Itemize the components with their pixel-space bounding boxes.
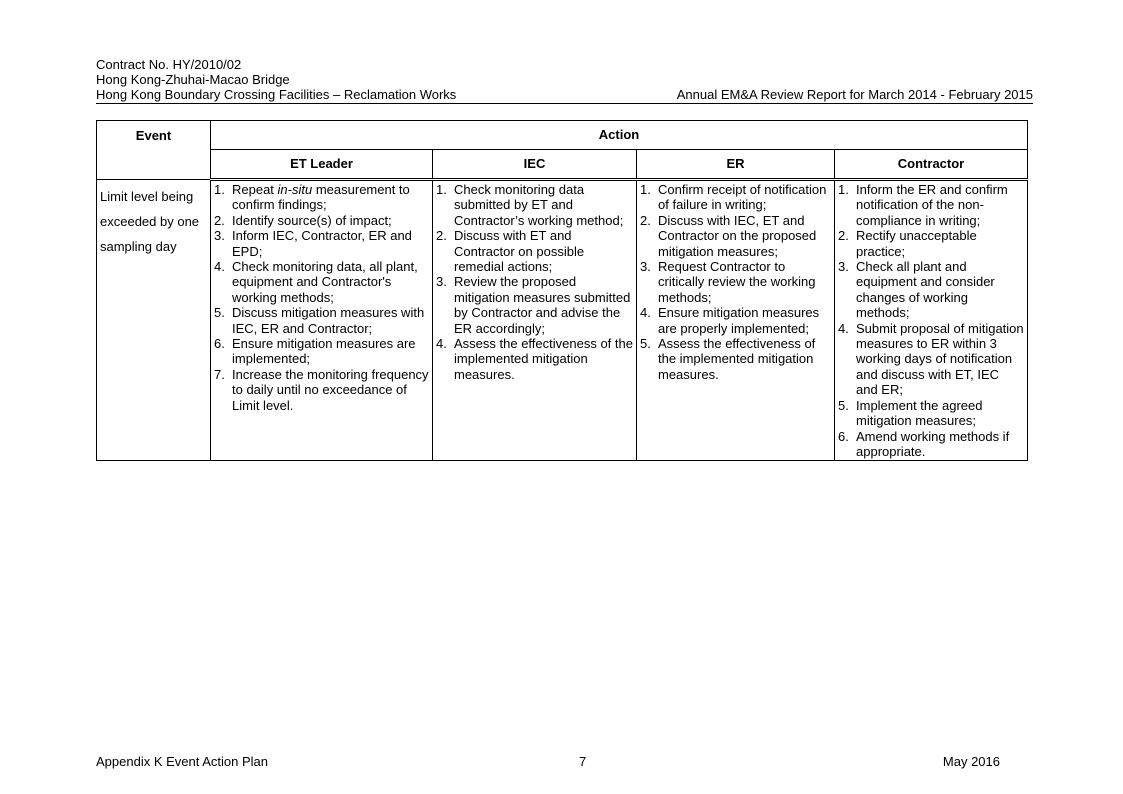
contractor-list: [835, 182, 1027, 459]
step-number: 5.: [214, 305, 225, 321]
et_leader-step: [211, 305, 432, 336]
step-number: 1.: [640, 182, 651, 197]
et_leader-step: [211, 228, 432, 259]
step-number: 2.: [214, 212, 225, 228]
et_leader-step: [211, 213, 432, 228]
step-text: Discuss with IEC, ET and Contractor on the proposed mitigation measures;: [658, 212, 817, 259]
step-text: Submit proposal of mitigation measures to ER within 3 working days of notification and discuss with ET, IEC and ER;: [856, 320, 1024, 398]
step-text: Discuss with ET and Contractor on possible remedial actions;: [454, 228, 585, 275]
er-step: [637, 336, 834, 382]
step-number: 3.: [640, 259, 651, 275]
step-number: 6.: [214, 336, 225, 352]
step-text: Ensure mitigation measures are properly implemented;: [658, 305, 820, 336]
contractor-step: [835, 429, 1027, 460]
step-number: 3.: [436, 274, 447, 290]
step-number: 3.: [214, 228, 225, 244]
et-leader-header: ET Leader: [211, 150, 433, 180]
step-text: Increase the monitoring frequency to daily until no exceedance of Limit level.: [232, 366, 429, 413]
er-step: [637, 182, 834, 213]
contract-number: Contract No. HY/2010/02: [96, 57, 242, 72]
step-text: Confirm receipt of notification of failure in writing;: [658, 182, 827, 213]
footer-date: May 2016: [942, 754, 1000, 769]
step-text: Assess the effectiveness of the implemented mitigation measures.: [658, 336, 816, 382]
iec-step: [433, 228, 636, 274]
event-description: Limit level being exceeded by one sampling day: [97, 180, 211, 461]
contractor-step: [835, 182, 1027, 228]
event-action-table: [96, 120, 1028, 461]
contractor-step: [835, 321, 1027, 398]
step-text: Discuss mitigation measures with IEC, ER and Contractor;: [232, 305, 425, 336]
et_leader-step: [211, 182, 432, 213]
step-number: 4.: [838, 320, 849, 336]
step-text: Repeat: [232, 182, 278, 197]
iec-step: [433, 274, 636, 336]
contractor-actions: [835, 180, 1028, 461]
page-number: 7: [579, 754, 587, 769]
et-leader-list: [211, 182, 432, 413]
iec-step: [433, 182, 636, 228]
step-number: 3.: [838, 259, 849, 275]
step-number: 4.: [640, 305, 651, 321]
iec-actions: [433, 180, 637, 461]
et_leader-step: [211, 259, 432, 305]
step-text: Identify source(s) of impact;: [232, 212, 392, 228]
step-number: 2.: [838, 228, 849, 244]
step-number: 4.: [214, 259, 225, 275]
step-text: Check monitoring data, all plant, equipment and Contractor's working methods;: [232, 259, 418, 305]
step-text: Amend working methods if appropriate.: [856, 428, 1010, 459]
step-number: 7.: [214, 366, 225, 382]
step-number: 5.: [838, 397, 849, 413]
step-number: 4.: [436, 336, 447, 352]
contractor-step: [835, 259, 1027, 321]
event-column-header: Event: [97, 121, 211, 180]
step-text: Rectify unacceptable practice;: [856, 228, 977, 259]
step-text: Ensure mitigation measures are implemented;: [232, 336, 416, 367]
step-number: 2.: [640, 212, 651, 228]
step-number: 2.: [436, 228, 447, 244]
iec-list: [433, 182, 636, 382]
step-text: Check all plant and equipment and consider changes of working methods;: [856, 259, 995, 321]
step-text: Inform IEC, Contractor, ER and EPD;: [232, 228, 412, 259]
step-text: Request Contractor to critically review the working methods;: [658, 259, 816, 305]
step-text: Inform the ER and confirm notification of the non-compliance in writing;: [856, 182, 1008, 228]
project-name: Hong Kong-Zhuhai-Macao Bridge: [96, 72, 290, 87]
er-step: [637, 305, 834, 336]
step-text: Assess the effectiveness of the implemented mitigation measures.: [454, 336, 633, 382]
et_leader-step: [211, 336, 432, 367]
step-text: measurement to confirm findings;: [232, 182, 410, 213]
step-number: 5.: [640, 336, 651, 352]
step-number: 1.: [838, 182, 849, 197]
er-actions: [637, 180, 835, 461]
iec-step: [433, 336, 636, 382]
et_leader-step: [211, 367, 432, 413]
iec-header: IEC: [433, 150, 637, 180]
contractor-header: Contractor: [835, 150, 1028, 180]
report-title: Annual EM&A Review Report for March 2014 - February 2015: [676, 87, 1033, 102]
step-text-italic: in-situ: [277, 182, 313, 197]
step-text: Implement the agreed mitigation measures;: [856, 397, 983, 429]
contractor-step: [835, 398, 1027, 429]
footer-appendix: Appendix K Event Action Plan: [96, 754, 269, 769]
er-step: [637, 259, 834, 305]
step-text: Review the proposed mitigation measures submitted by Contractor and advise the ER accordingly;: [454, 274, 631, 336]
page-footer: [96, 754, 1000, 769]
step-number: 6.: [838, 428, 849, 444]
et-leader-actions: [211, 180, 433, 461]
facility-name: Hong Kong Boundary Crossing Facilities – Reclamation Works: [96, 87, 457, 102]
er-step: [637, 213, 834, 259]
action-column-header: Action: [211, 121, 1028, 150]
header-rule-line: [96, 87, 1033, 104]
contractor-step: [835, 228, 1027, 259]
step-number: 1.: [214, 182, 225, 197]
page-header: [96, 57, 1033, 104]
step-number: 1.: [436, 182, 447, 197]
step-text: Check monitoring data submitted by ET and Contractor’s working method;: [454, 182, 624, 228]
er-header: ER: [637, 150, 835, 180]
er-list: [637, 182, 834, 382]
